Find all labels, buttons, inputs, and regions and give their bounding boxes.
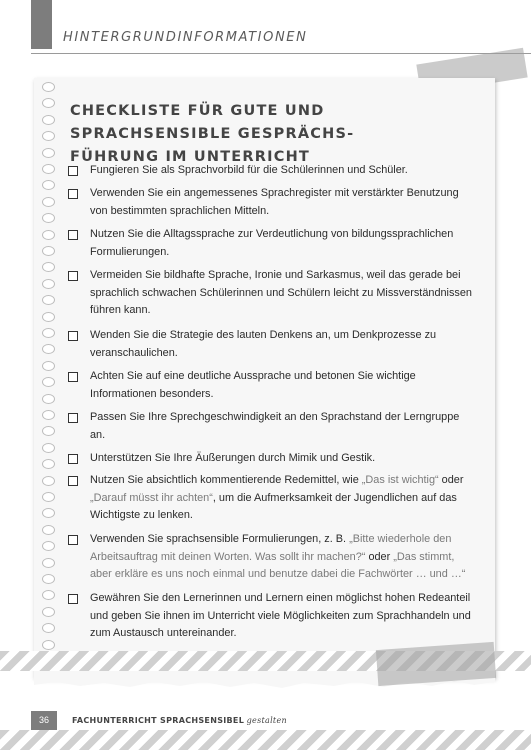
hole [42,164,55,174]
hole [42,525,55,535]
book-title-italic: gestalten [246,716,287,725]
checkbox[interactable] [68,594,78,604]
hole [42,410,55,420]
example-phrase: „Das stimmt, aber erkläre es uns noch einmal und benutze dabei die Fachwörter … und …“ [90,550,466,580]
hole [42,492,55,502]
checklist-item [68,409,473,450]
hole [42,361,55,371]
checkbox[interactable] [68,535,78,545]
hole [42,443,55,453]
checklist-item [68,327,473,368]
hole [42,558,55,568]
hole [42,312,55,322]
title-line-2: FÜHRUNG IM UNTERRICHT [70,149,311,165]
item-text: Vermeiden Sie bildhafte Sprache, Ironie und Sarkasmus, weil das gerade bei sprachlich schwachen Schülerinnen und Schülern leicht zu Missverständnissen führen kann. [90,269,472,316]
stripe-band-bottom [0,730,531,750]
checkbox[interactable] [68,189,78,199]
item-text-part: Nutzen Sie absichtlich kommentierende Redemittel, wie [90,474,362,486]
hole [42,262,55,272]
hole [42,459,55,469]
hole [42,476,55,486]
checkbox[interactable] [68,476,78,486]
checklist-item [68,368,473,409]
checkbox[interactable] [68,331,78,341]
item-text: Verwenden Sie ein angemessenes Sprachregister mit verstärkter Benutzung von bestimmten sprachlichen Mitteln. [90,187,459,217]
hole [42,344,55,354]
item-text: Passen Sie Ihre Sprechgeschwindigkeit an den Sprachstand der Lerngruppe an. [90,411,460,441]
checklist-item [68,531,473,590]
item-text-part: , um die Aufmerksamkeit der Jugendlichen auf das Wichtigste zu lenken. [90,491,457,521]
hole [42,508,55,518]
hole [42,213,55,223]
item-text-part: oder [365,550,394,563]
item-text [90,472,473,525]
checkbox[interactable] [68,230,78,240]
hole [42,426,55,436]
checklist-item [68,162,473,185]
footer-book-title [72,716,287,725]
checklist-item [68,590,473,650]
checkbox[interactable] [68,372,78,382]
example-phrase: „Darauf müsst ihr achten“ [90,491,213,504]
book-title-bold: FACHUNTERRICHT SPRACHSENSIBEL [72,716,245,725]
hole [42,394,55,404]
item-text [90,531,473,584]
item-text-part: Verwenden Sie sprachsensible Formulierungen, z. B. [90,533,350,545]
hole [42,328,55,338]
page-number: 36 [31,711,57,730]
hole [42,115,55,125]
checklist-item [68,226,473,267]
checkbox[interactable] [68,166,78,176]
checklist-item [68,472,473,531]
hole [42,131,55,141]
hole [42,590,55,600]
item-text: Wenden Sie die Strategie des lauten Denkens an, um Denkprozesse zu veranschaulichen. [90,329,437,359]
item-text: Nutzen Sie die Alltagssprache zur Verdeutlichung von bildungssprachlichen Formulierungen. [90,228,454,258]
hole [42,377,55,387]
hole [42,541,55,551]
item-text: Fungieren Sie als Sprachvorbild für die Schülerinnen und Schüler. [90,164,408,176]
example-phrase: „Bitte wiederhole den Arbeitsauftrag mit deinen Worten. Was sollt ihr machen?“ [90,533,452,563]
notebook-holes [42,82,56,672]
item-text: Gewähren Sie den Lernerinnen und Lernern einen möglichst hohen Redeanteil und geben Sie ihnen im Unterricht viele Möglichkeiten zum Sprachhandeln und zum Austausch untereinander. [90,592,471,639]
checklist-item [68,185,473,226]
hole [42,574,55,584]
hole [42,148,55,158]
checklist-title [70,100,470,169]
hole [42,98,55,108]
title-line-1: CHECKLISTE FÜR GUTE UND SPRACHSENSIBLE GESPRÄCHS- [70,103,355,142]
hole [42,197,55,207]
checklist-item [68,450,473,472]
checklist-item [68,267,473,327]
top-tab-marker [31,0,52,49]
item-text: Achten Sie auf eine deutliche Aussprache und betonen Sie wichtige Informationen besonders. [90,370,416,400]
checkbox[interactable] [68,454,78,464]
hole [42,180,55,190]
hole [42,246,55,256]
hole [42,230,55,240]
hole [42,82,55,92]
section-header: HINTERGRUNDINFORMATIONEN [63,30,308,45]
checklist [68,162,473,650]
example-phrase: „Das ist wichtig“ [361,474,439,486]
hole [42,640,55,650]
hole [42,623,55,633]
hole [42,295,55,305]
hole [42,279,55,289]
item-text: Unterstützen Sie Ihre Äußerungen durch Mimik und Gestik. [90,452,376,464]
hole [42,607,55,617]
checkbox[interactable] [68,413,78,423]
header-rule [31,53,531,54]
item-text-part: oder [438,474,464,486]
checkbox[interactable] [68,271,78,281]
